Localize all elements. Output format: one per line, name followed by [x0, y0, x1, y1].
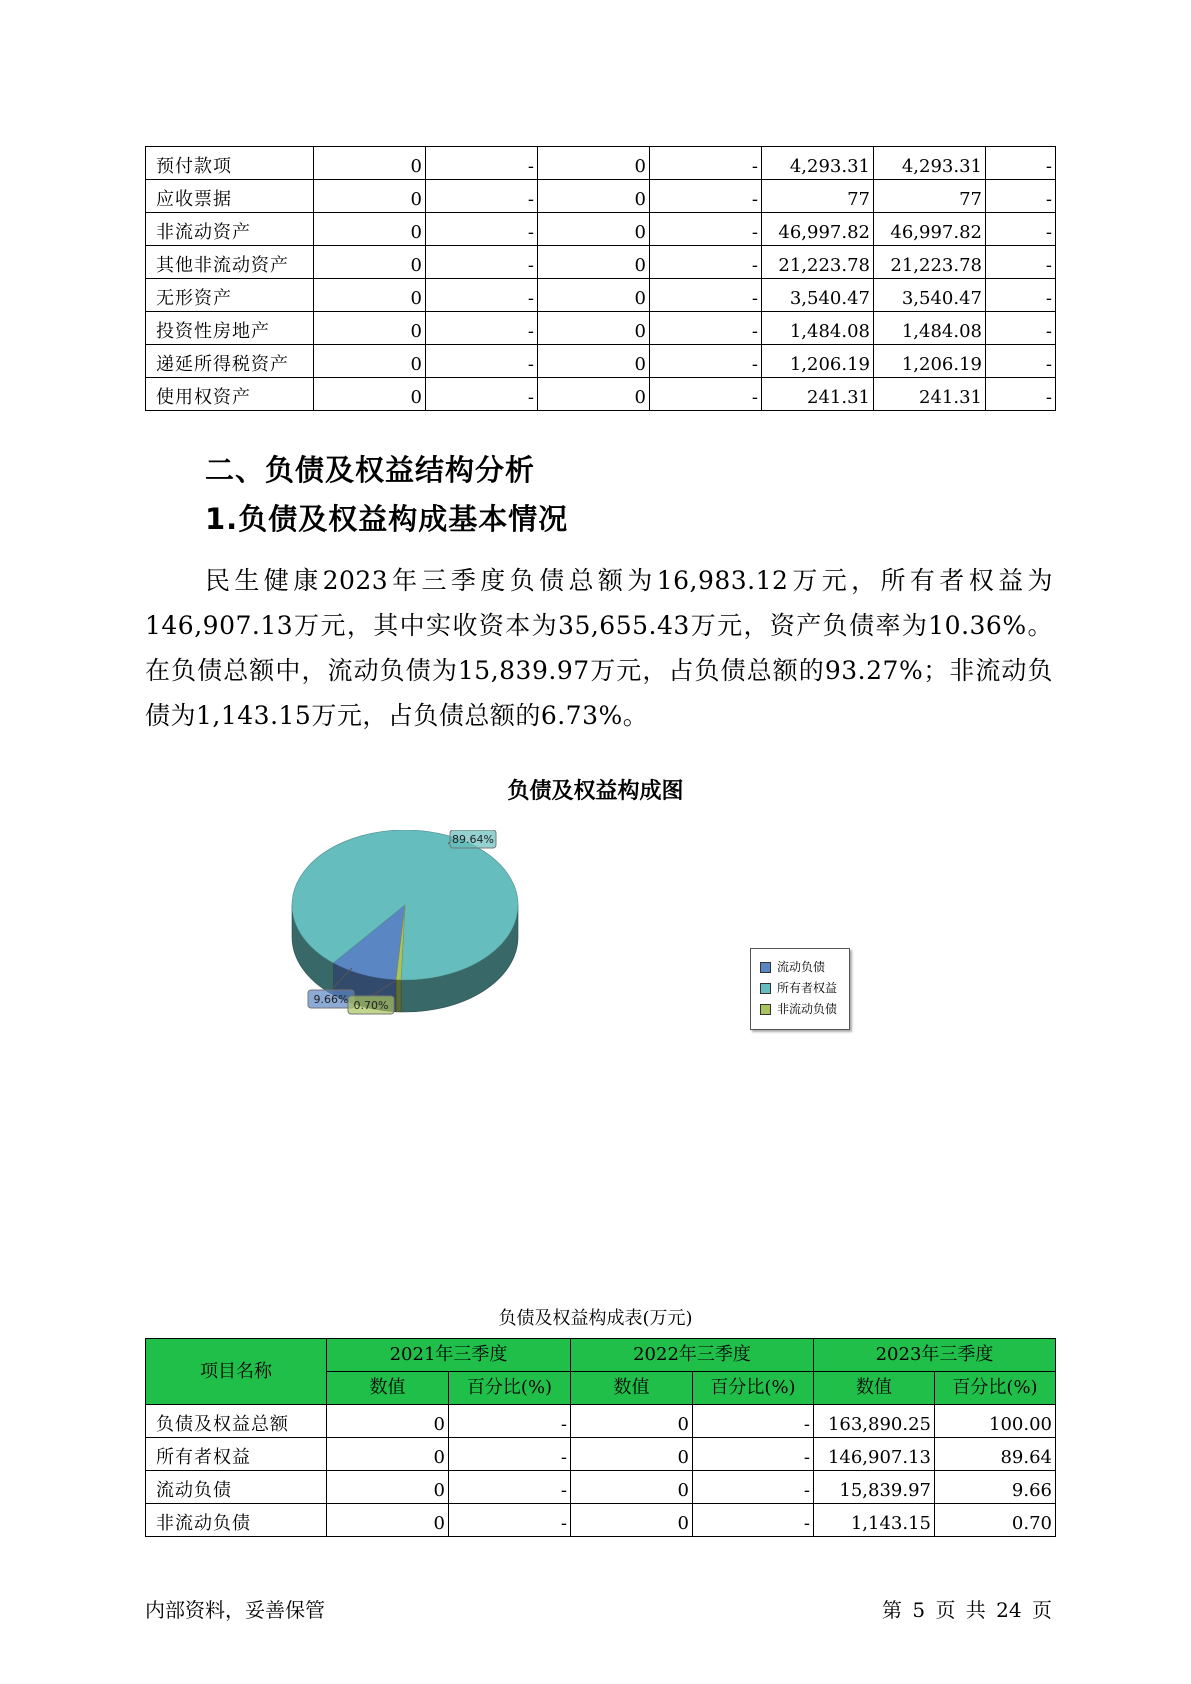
cell-v2023: 1,484.08 — [762, 312, 874, 345]
data-label: 89.64% — [452, 833, 494, 846]
cell-p2022: - — [650, 180, 762, 213]
cell-v2021: 0 — [314, 279, 426, 312]
header-value: 数值 — [327, 1372, 449, 1405]
cell-p2022: - — [650, 378, 762, 411]
cell-p2022: - — [650, 213, 762, 246]
cell-v2023: 1,206.19 — [762, 345, 874, 378]
cell-extra: - — [986, 180, 1056, 213]
table-row — [146, 345, 1056, 378]
cell-name: 应收票据 — [146, 180, 314, 213]
cell-v2022: 0 — [571, 1438, 693, 1471]
table-row — [146, 180, 1056, 213]
cell-p2023: 89.64 — [935, 1438, 1056, 1471]
cell-v2022: 0 — [538, 312, 650, 345]
cell-p2023: 4,293.31 — [874, 147, 986, 180]
cell-v2023: 21,223.78 — [762, 246, 874, 279]
body-paragraph: 民生健康2023年三季度负债总额为16,983.12万元，所有者权益为146,907.13万元，其中实收资本为35,655.43万元，资产负债率为10.36%。在负债总额中，流动负债为15,839.97万元，占负债总额的93.27%；非流动负债为1,143.15万元，占负债总额的6.73%。 — [145, 566, 1053, 730]
cell-v2021: 0 — [327, 1471, 449, 1504]
cell-extra: - — [986, 147, 1056, 180]
cell-v2022: 0 — [538, 345, 650, 378]
cell-extra: - — [986, 246, 1056, 279]
cell-extra: - — [986, 279, 1056, 312]
cell-v2022: 0 — [538, 279, 650, 312]
cell-p2023: 46,997.82 — [874, 213, 986, 246]
cell-p2022: - — [693, 1471, 814, 1504]
cell-p2022: - — [650, 279, 762, 312]
legend-label: 所有者权益 — [777, 981, 838, 995]
header-year-2021: 2021年三季度 — [327, 1339, 571, 1372]
cell-v2022: 0 — [538, 378, 650, 411]
header-value: 数值 — [814, 1372, 935, 1405]
header-pct: 百分比(%) — [449, 1372, 571, 1405]
cell-p2021: - — [449, 1438, 571, 1471]
cell-name: 流动负债 — [146, 1471, 327, 1504]
header-pct: 百分比(%) — [693, 1372, 814, 1405]
pie-chart — [290, 830, 590, 1100]
asset-table-body — [146, 147, 1056, 411]
cell-p2023: 9.66 — [935, 1471, 1056, 1504]
table-row — [146, 246, 1056, 279]
cell-v2021: 0 — [327, 1405, 449, 1438]
cell-p2021: - — [426, 279, 538, 312]
liability-equity-table — [145, 1338, 1056, 1537]
cell-p2023: 1,206.19 — [874, 345, 986, 378]
legend-swatch — [760, 962, 771, 973]
cell-name: 使用权资产 — [146, 378, 314, 411]
pie-group — [292, 830, 518, 1012]
cell-v2023: 1,143.15 — [814, 1504, 935, 1537]
cell-v2023: 3,540.47 — [762, 279, 874, 312]
liability-equity-table-body — [146, 1405, 1056, 1537]
cell-v2023: 4,293.31 — [762, 147, 874, 180]
cell-p2022: - — [650, 246, 762, 279]
cell-v2021: 0 — [327, 1504, 449, 1537]
cell-v2022: 0 — [538, 180, 650, 213]
table-row — [146, 147, 1056, 180]
table-row — [146, 1471, 1056, 1504]
table-row — [146, 312, 1056, 345]
page-number: 第 5 页 共 24 页 — [882, 1598, 1052, 1622]
header-value: 数值 — [571, 1372, 693, 1405]
cell-p2022: - — [693, 1405, 814, 1438]
cell-v2023: 146,907.13 — [814, 1438, 935, 1471]
sub-heading: 1.负债及权益构成基本情况 — [205, 502, 569, 536]
cell-name: 负债及权益总额 — [146, 1405, 327, 1438]
data-label: 9.66% — [313, 993, 349, 1006]
cell-name: 递延所得税资产 — [146, 345, 314, 378]
header-year-2023: 2023年三季度 — [814, 1339, 1056, 1372]
cell-p2022: - — [650, 345, 762, 378]
cell-v2021: 0 — [314, 213, 426, 246]
cell-v2022: 0 — [571, 1405, 693, 1438]
cell-name: 预付款项 — [146, 147, 314, 180]
cell-v2023: 77 — [762, 180, 874, 213]
cell-v2022: 0 — [538, 246, 650, 279]
cell-v2022: 0 — [538, 213, 650, 246]
cell-name: 非流动负债 — [146, 1504, 327, 1537]
header-year-2022: 2022年三季度 — [571, 1339, 814, 1372]
section-heading: 二、负债及权益结构分析 — [205, 453, 536, 487]
cell-v2023: 46,997.82 — [762, 213, 874, 246]
cell-p2021: - — [426, 345, 538, 378]
cell-v2022: 0 — [538, 147, 650, 180]
cell-v2021: 0 — [314, 147, 426, 180]
cell-v2023: 15,839.97 — [814, 1471, 935, 1504]
cell-p2022: - — [650, 312, 762, 345]
legend-swatch — [760, 983, 771, 994]
cell-p2021: - — [426, 312, 538, 345]
footer-note: 内部资料，妥善保管 — [145, 1598, 325, 1622]
table-row — [146, 378, 1056, 411]
table-row — [146, 1405, 1056, 1438]
cell-name: 投资性房地产 — [146, 312, 314, 345]
cell-p2021: - — [426, 147, 538, 180]
table-row — [146, 1438, 1056, 1471]
cell-v2021: 0 — [314, 378, 426, 411]
table-row — [146, 279, 1056, 312]
cell-v2021: 0 — [314, 312, 426, 345]
header-item-name: 项目名称 — [146, 1339, 327, 1405]
table-row — [146, 1504, 1056, 1537]
pie-side-非流动负债 — [396, 980, 401, 1012]
legend-label: 非流动负债 — [777, 1002, 838, 1016]
cell-extra: - — [986, 312, 1056, 345]
chart-legend — [750, 948, 850, 1030]
cell-extra: - — [986, 378, 1056, 411]
cell-p2023: 100.00 — [935, 1405, 1056, 1438]
cell-p2021: - — [449, 1405, 571, 1438]
legend-item — [760, 979, 837, 997]
cell-extra: - — [986, 213, 1056, 246]
header-pct: 百分比(%) — [935, 1372, 1056, 1405]
cell-v2021: 0 — [314, 246, 426, 279]
table-header-row — [146, 1339, 1056, 1372]
cell-p2022: - — [693, 1438, 814, 1471]
table-row — [146, 213, 1056, 246]
cell-name: 所有者权益 — [146, 1438, 327, 1471]
cell-v2022: 0 — [571, 1471, 693, 1504]
cell-p2021: - — [426, 378, 538, 411]
table-caption: 负债及权益构成表(万元) — [498, 1308, 693, 1329]
cell-p2021: - — [449, 1504, 571, 1537]
cell-v2023: 163,890.25 — [814, 1405, 935, 1438]
cell-p2022: - — [650, 147, 762, 180]
legend-label: 流动负债 — [777, 960, 826, 974]
cell-p2023: 3,540.47 — [874, 279, 986, 312]
cell-p2023: 21,223.78 — [874, 246, 986, 279]
cell-p2023: 241.31 — [874, 378, 986, 411]
cell-v2021: 0 — [314, 180, 426, 213]
data-label: 0.70% — [353, 999, 389, 1012]
cell-p2021: - — [426, 246, 538, 279]
legend-swatch — [760, 1004, 771, 1015]
asset-table — [145, 146, 1056, 411]
cell-p2023: 77 — [874, 180, 986, 213]
cell-p2023: 1,484.08 — [874, 312, 986, 345]
cell-p2021: - — [426, 180, 538, 213]
chart-title: 负债及权益构成图 — [507, 779, 684, 804]
cell-v2021: 0 — [314, 345, 426, 378]
legend-item — [760, 958, 825, 976]
cell-v2022: 0 — [571, 1504, 693, 1537]
cell-v2023: 241.31 — [762, 378, 874, 411]
cell-name: 非流动资产 — [146, 213, 314, 246]
cell-v2021: 0 — [327, 1438, 449, 1471]
cell-p2022: - — [693, 1504, 814, 1537]
cell-name: 无形资产 — [146, 279, 314, 312]
cell-name: 其他非流动资产 — [146, 246, 314, 279]
cell-p2021: - — [426, 213, 538, 246]
legend-item — [760, 1000, 837, 1018]
cell-p2023: 0.70 — [935, 1504, 1056, 1537]
cell-extra: - — [986, 345, 1056, 378]
cell-p2021: - — [449, 1471, 571, 1504]
